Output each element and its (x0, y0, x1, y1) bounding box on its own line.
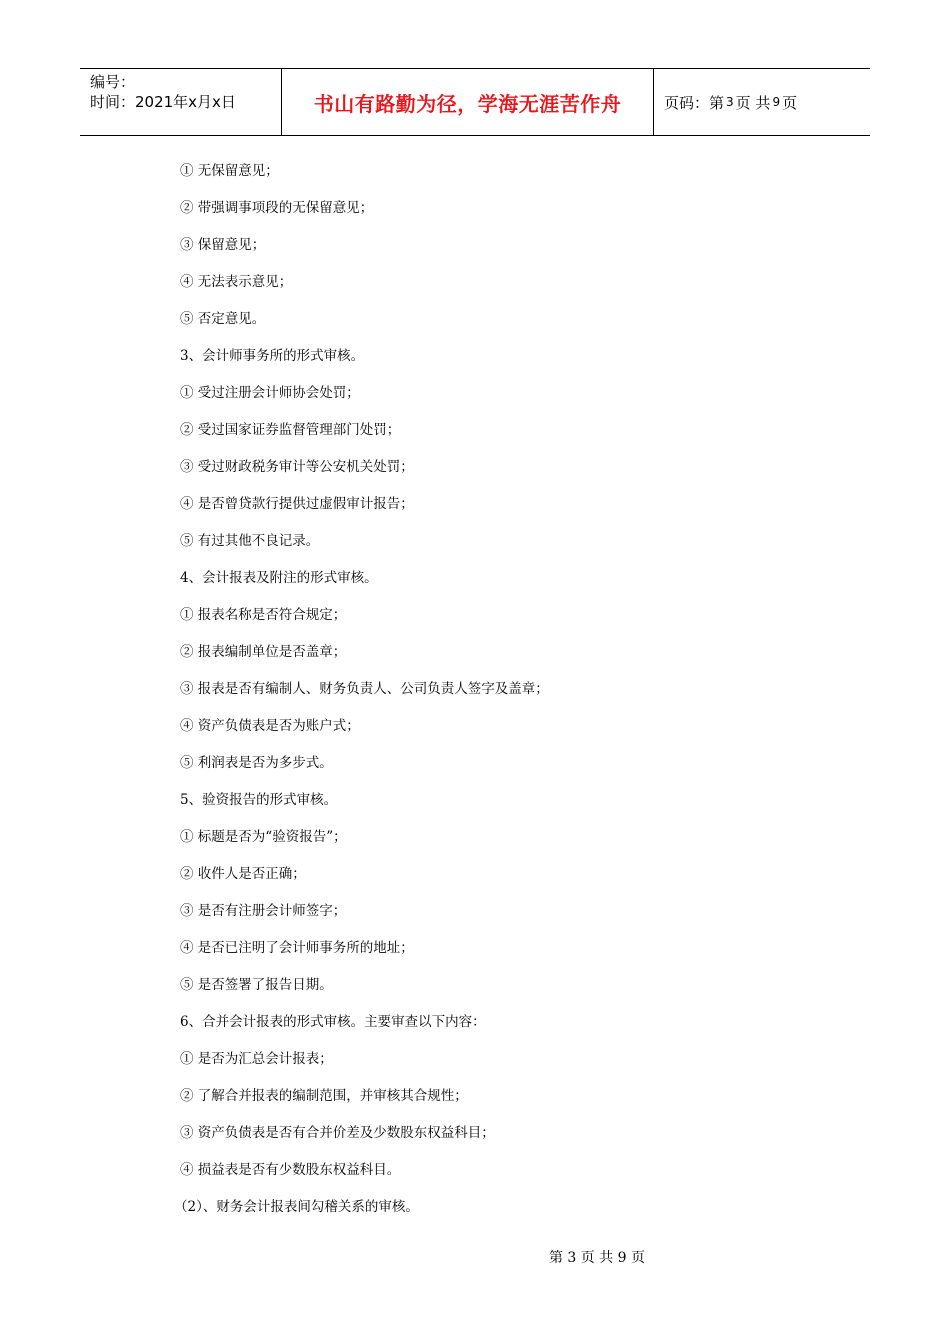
text-line: ③ 保留意见； (180, 237, 266, 253)
text-line: ① 标题是否为“验资报告”； (180, 829, 347, 845)
text-line: ② 收件人是否正确； (180, 866, 306, 882)
text-line: ④ 是否曾贷款行提供过虚假审计报告； (180, 496, 414, 512)
section-heading: 3、会计师事务所的形式审核。 (180, 348, 365, 364)
text-line: ① 报表名称是否符合规定； (180, 607, 347, 623)
page-mid: 页 共 (735, 93, 771, 112)
page-total: 9 (772, 95, 781, 109)
page-suffix: 页 (782, 93, 798, 112)
text-line: ⑤ 否定意见。 (180, 311, 266, 327)
section-heading: 4、会计报表及附注的形式审核。 (180, 570, 378, 586)
text-line: ③ 资产负债表是否有合并价差及少数股东权益科目； (180, 1125, 495, 1141)
page-footer: 第 3 页 共 9 页 (548, 1250, 646, 1266)
header-meta (80, 69, 282, 135)
text-line: ① 是否为汇总会计报表； (180, 1051, 333, 1067)
section-heading: （2）、财务会计报表间勾稽关系的审核。 (174, 1199, 419, 1215)
document-body (174, 160, 870, 1233)
text-line: ② 报表编制单位是否盖章； (180, 644, 347, 660)
text-line: ② 受过国家证券监督管理部门处罚； (180, 422, 401, 438)
text-line: ① 无保留意见； (180, 163, 279, 179)
header-page-info (654, 69, 870, 135)
code-label: 编号： (90, 73, 136, 91)
text-line: ④ 资产负债表是否为账户式； (180, 718, 360, 734)
section-heading: 5、验资报告的形式审核。 (180, 792, 338, 808)
text-line: ④ 损益表是否有少数股东权益科目。 (180, 1162, 401, 1178)
text-line: ④ 是否已注明了会计师事务所的地址； (180, 940, 414, 956)
page-number: 3 (726, 95, 734, 109)
section-heading: 6、合并会计报表的形式审核。主要审查以下内容： (180, 1014, 486, 1030)
text-line: ④ 无法表示意见； (180, 274, 293, 290)
text-line: ⑤ 利润表是否为多步式。 (180, 755, 333, 771)
text-line: ③ 受过财政税务审计等公安机关处罚； (180, 459, 414, 475)
text-line: ③ 报表是否有编制人、财务负责人、公司负责人签字及盖章； (180, 681, 549, 697)
text-line: ⑤ 是否签署了报告日期。 (180, 977, 333, 993)
page-header (80, 68, 870, 136)
text-line: ③ 是否有注册会计师签字； (180, 903, 347, 919)
text-line: ② 了解合并报表的编制范围，并审核其合规性； (180, 1088, 468, 1104)
page-prefix: 页码：第 (664, 93, 725, 112)
header-motto: 书山有路勤为径，学海无涯苦作舟 (282, 69, 654, 135)
date-label: 时间：2021年x月x日 (90, 93, 236, 111)
text-line: ① 受过注册会计师协会处罚； (180, 385, 360, 401)
text-line: ② 带强调事项段的无保留意见； (180, 200, 374, 216)
text-line: ⑤ 有过其他不良记录。 (180, 533, 320, 549)
